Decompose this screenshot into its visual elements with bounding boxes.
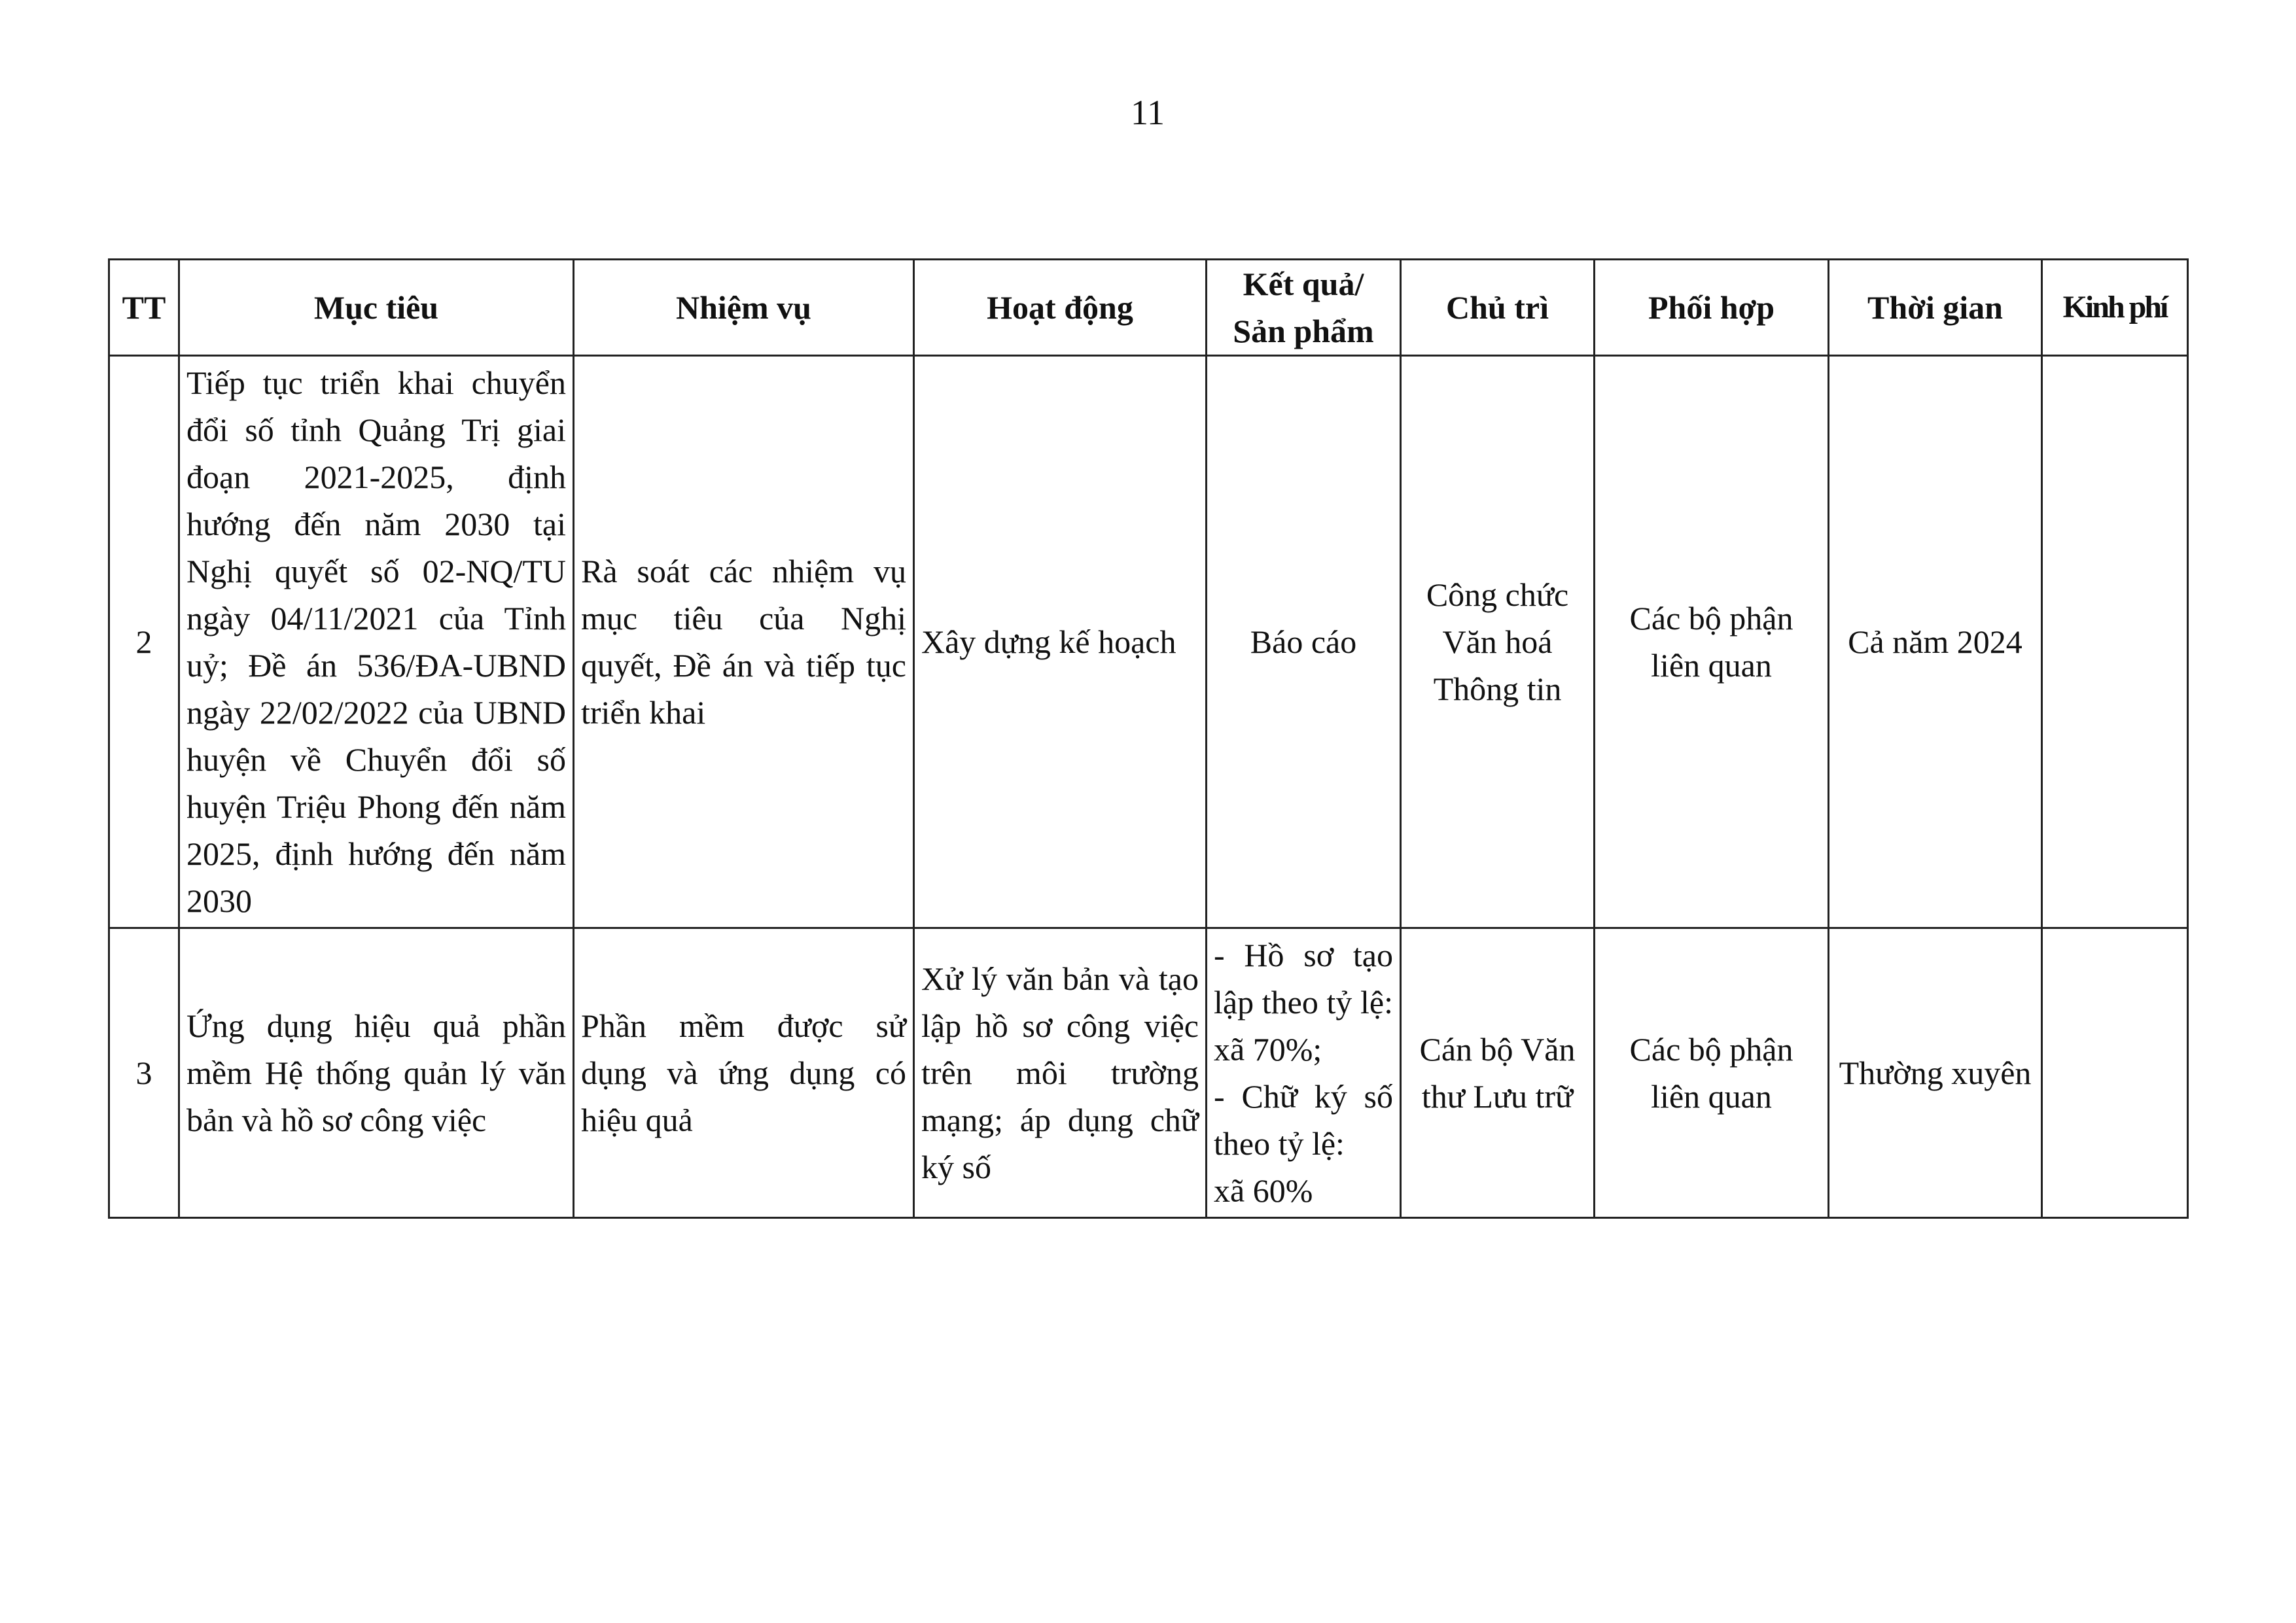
cell-chu-tri: [1401, 356, 1595, 928]
header-ket-qua-line2: Sản phẩm: [1233, 313, 1374, 349]
cell-muc-tieu: Tiếp tục triển khai chuyển đổi số tỉnh Quảng Trị giai đoạn 2021-2025, định hướng đến năm 2030 tại Nghị quyết số 02-NQ/TU ngày 04/11/2021 của Tỉnh uỷ; Đề án 536/ĐA-UBND ngày 22/02/2022 của UBND huyện về Chuyển đổi số huyện Triệu Phong đến năm 2025, định hướng đến năm 2030: [179, 356, 574, 928]
cell-kinh-phi: [2042, 356, 2188, 928]
ket-qua-line: - Chữ ký số theo tỷ lệ:: [1214, 1078, 1393, 1162]
phoi-hop-line: Các bộ phận: [1629, 1031, 1793, 1068]
ket-qua-line: xã 60%: [1214, 1172, 1313, 1209]
cell-phoi-hop: [1595, 928, 1829, 1218]
cell-phoi-hop: [1595, 356, 1829, 928]
cell-chu-tri: [1401, 928, 1595, 1218]
header-thoi-gian: Thời gian: [1829, 260, 2042, 356]
header-phoi-hop: Phối hợp: [1595, 260, 1829, 356]
header-kinh-phi: Kinh phí: [2042, 260, 2188, 356]
table-header-row: [109, 260, 2188, 356]
activity-plan-table: [108, 258, 2189, 1219]
phoi-hop-line: Các bộ phận: [1629, 600, 1793, 637]
cell-nhiem-vu: Rà soát các nhiệm vụ mục tiêu của Nghị quyết, Đề án và tiếp tục triển khai: [574, 356, 914, 928]
page-number: 11: [1131, 93, 1165, 132]
header-ket-qua-line1: Kết quả/: [1243, 266, 1364, 302]
cell-thoi-gian: Thường xuyên: [1829, 928, 2042, 1218]
cell-tt: 2: [109, 356, 179, 928]
header-hoat-dong: Hoạt động: [914, 260, 1207, 356]
cell-muc-tieu: Ứng dụng hiệu quả phần mềm Hệ thống quản lý văn bản và hồ sơ công việc: [179, 928, 574, 1218]
table-row: [109, 928, 2188, 1218]
cell-thoi-gian: Cả năm 2024: [1829, 356, 2042, 928]
chu-tri-line: Cán bộ Văn: [1419, 1031, 1576, 1068]
chu-tri-line: Thông tin: [1433, 671, 1562, 707]
header-nhiem-vu: Nhiệm vụ: [574, 260, 914, 356]
cell-hoat-dong: Xử lý văn bản và tạo lập hồ sơ công việc trên môi trường mạng; áp dụng chữ ký số: [914, 928, 1207, 1218]
header-tt: TT: [109, 260, 179, 356]
header-chu-tri: Chủ trì: [1401, 260, 1595, 356]
table-row: [109, 356, 2188, 928]
cell-nhiem-vu: Phần mềm được sử dụng và ứng dụng có hiệu quả: [574, 928, 914, 1218]
chu-tri-line: Công chức: [1426, 576, 1569, 613]
chu-tri-line: Văn hoá: [1442, 623, 1553, 660]
ket-qua-line: - Hồ sơ tạo lập theo tỷ lệ: xã 70%;: [1214, 937, 1393, 1068]
cell-kinh-phi: [2042, 928, 2188, 1218]
cell-ket-qua: Báo cáo: [1207, 356, 1401, 928]
cell-tt: 3: [109, 928, 179, 1218]
cell-ket-qua: [1207, 928, 1401, 1218]
chu-tri-line: thư Lưu trữ: [1421, 1078, 1574, 1115]
header-muc-tieu: Mục tiêu: [179, 260, 574, 356]
header-ket-qua: [1207, 260, 1401, 356]
cell-hoat-dong: Xây dựng kế hoạch: [914, 356, 1207, 928]
phoi-hop-line: liên quan: [1651, 1078, 1772, 1115]
phoi-hop-line: liên quan: [1651, 647, 1772, 684]
